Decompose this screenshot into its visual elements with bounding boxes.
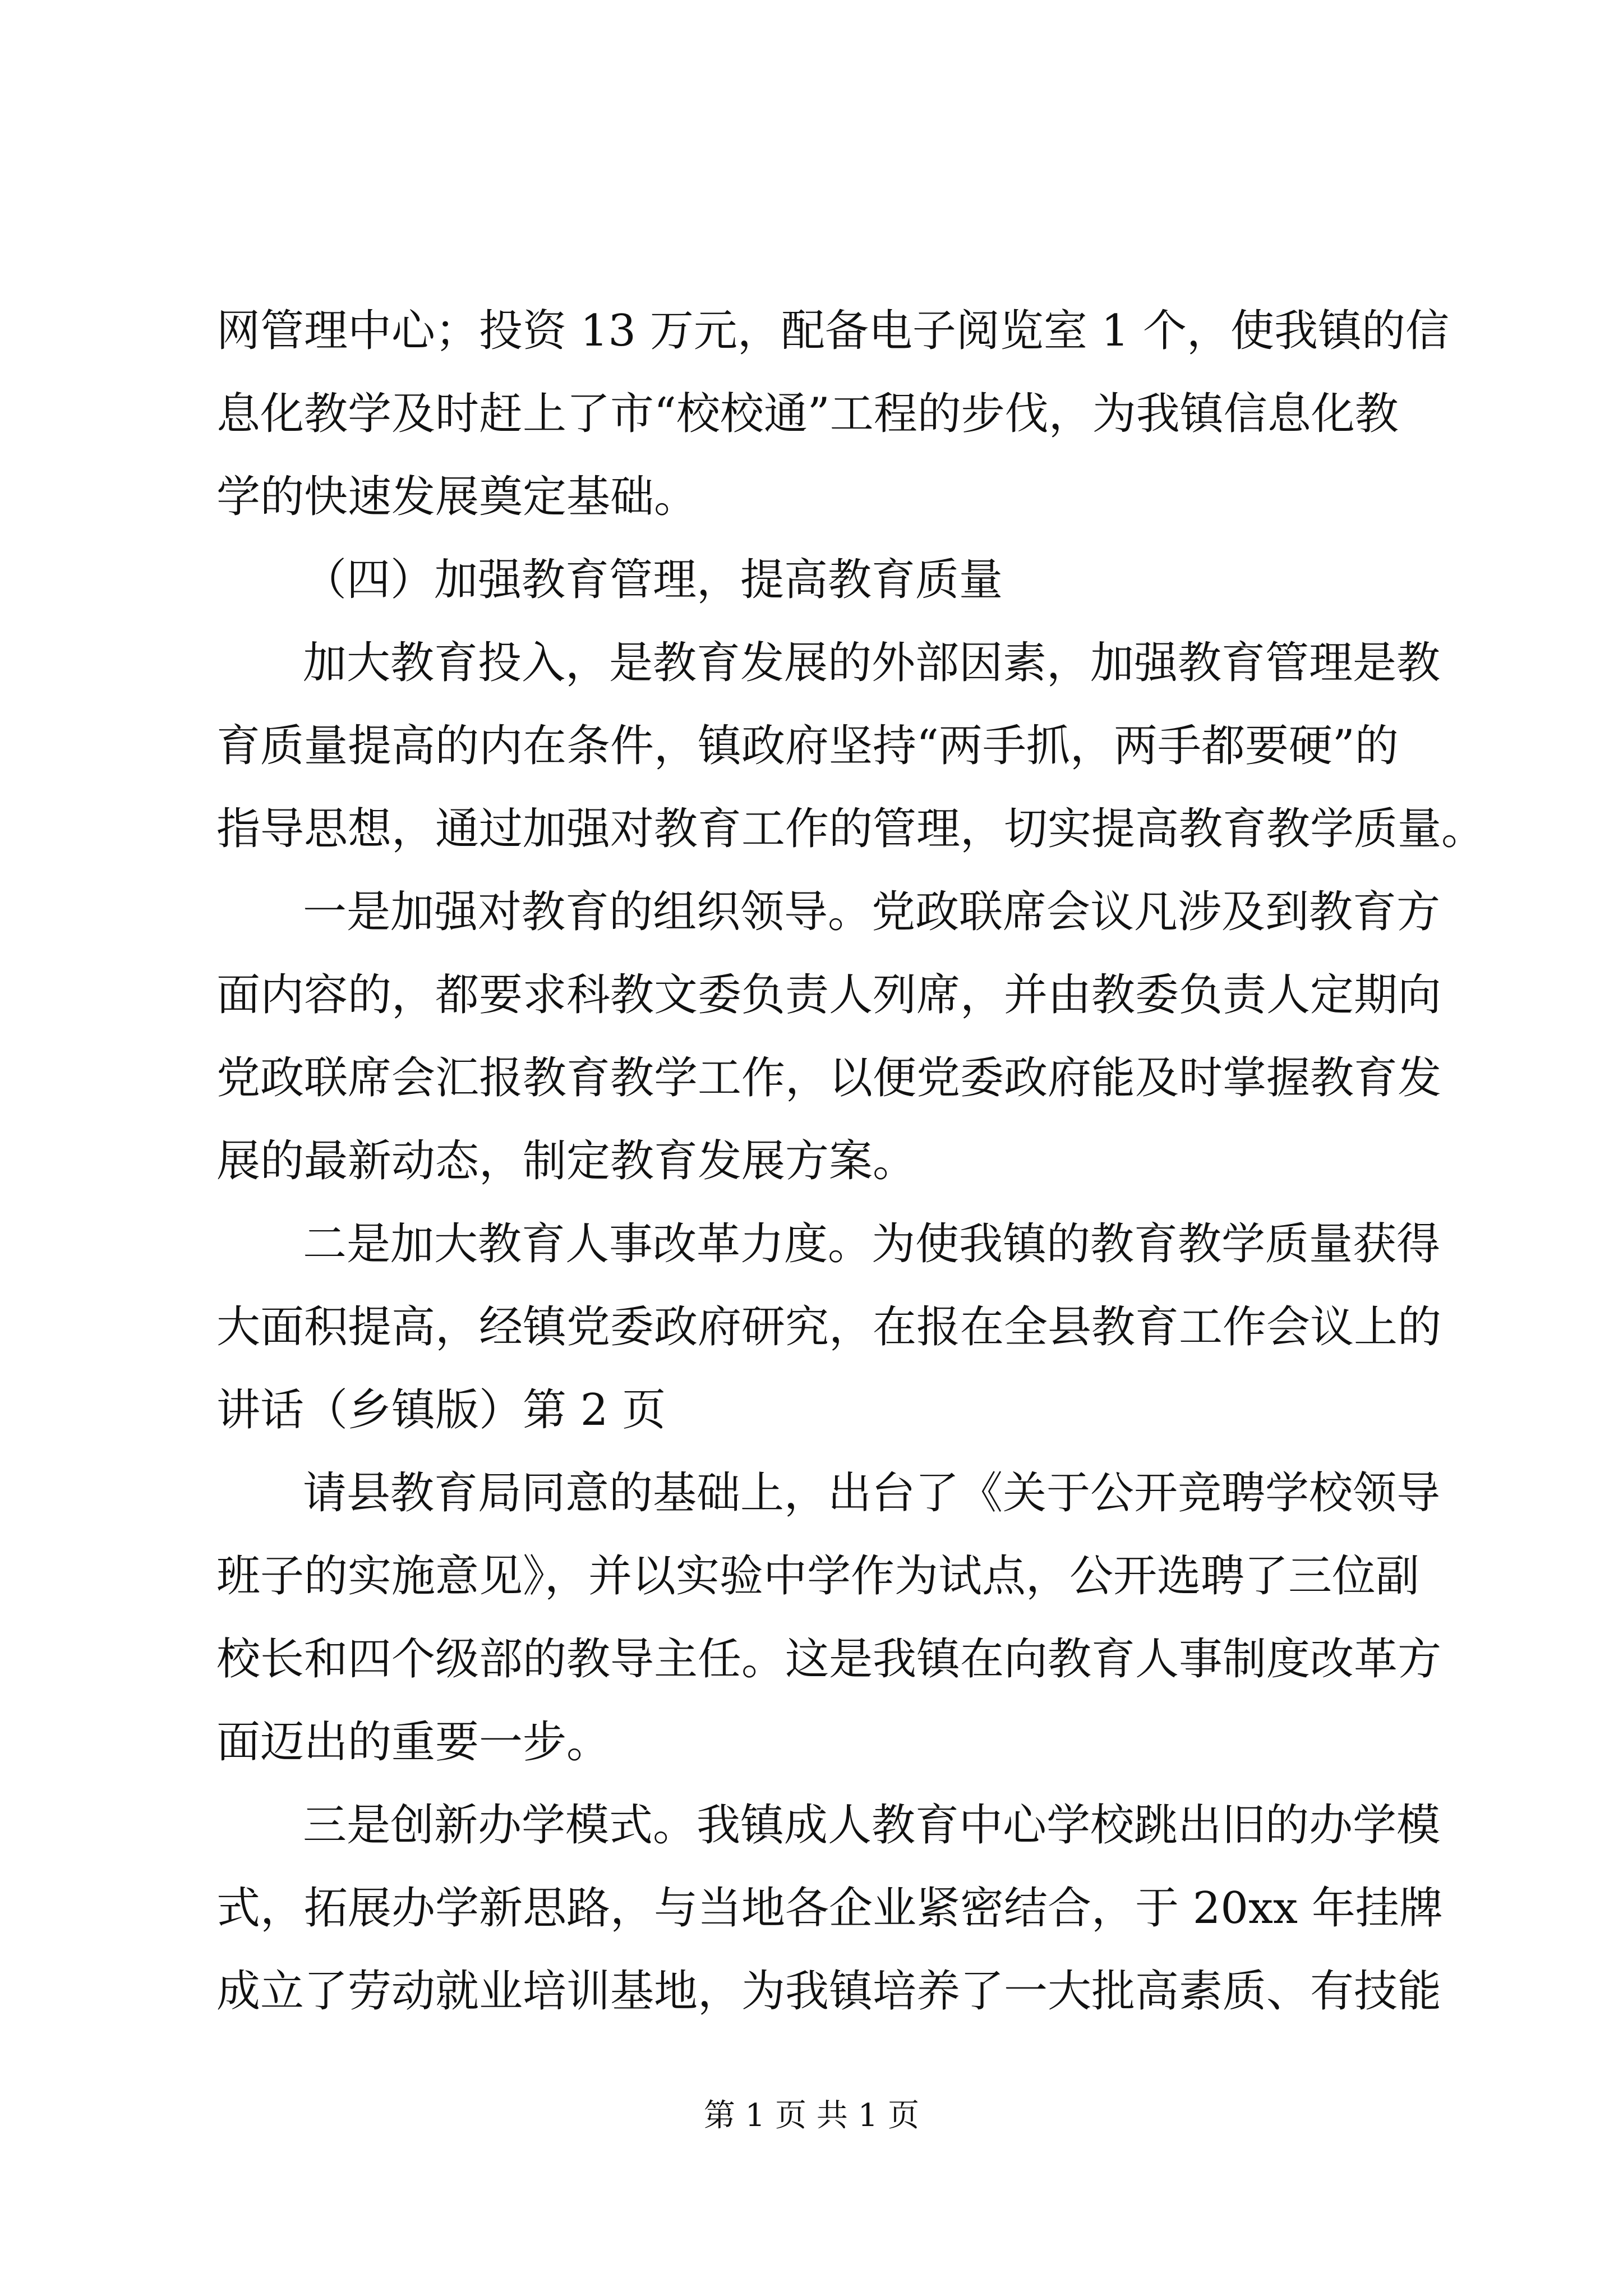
body-line: 展的最新动态，制定教育发展方案。 — [216, 1136, 917, 1186]
body-line: 加大教育投入，是教育发展的外部因素，加强教育管理是教 — [303, 638, 1441, 688]
body-line: 党政联席会汇报教育教学工作，以便党委政府能及时掌握教育发 — [216, 1053, 1442, 1103]
body-line: 面迈出的重要一步。 — [216, 1717, 611, 1768]
body-line: 成立了劳动就业培训基地，为我镇培养了一大批高素质、有技能 — [216, 1966, 1442, 2017]
body-line: 指导思想，通过加强对教育工作的管理，切实提高教育教学质量。 — [216, 804, 1486, 854]
body-line: 二是加大教育人事改革力度。为使我镇的教育教学质量获得 — [303, 1219, 1441, 1269]
body-line: 三是创新办学模式。我镇成人教育中心学校跳出旧的办学模 — [303, 1800, 1441, 1851]
body-line: 一是加强对教育的组织领导。党政联席会议凡涉及到教育方 — [303, 887, 1441, 937]
page-footer: 第 1 页 共 1 页 — [703, 2097, 920, 2134]
body-line: 息化教学及时赶上了市“校校通”工程的步伐，为我镇信息化教 — [216, 389, 1399, 439]
body-line: 讲话（乡镇版）第 2 页 — [216, 1385, 666, 1435]
body-line: 学的快速发展奠定基础。 — [216, 472, 698, 522]
section-heading: （四）加强教育管理，提高教育质量 — [303, 555, 1003, 605]
body-line: 请县教育局同意的基础上，出台了《关于公开竞聘学校领导 — [303, 1468, 1441, 1519]
body-line: 网管理中心；投资 13 万元，配备电子阅览室 1 个，使我镇的信 — [216, 306, 1450, 356]
body-line: 班子的实施意见》，并以实验中学作为试点，公开选聘了三位副 — [216, 1551, 1420, 1602]
body-line: 大面积提高，经镇党委政府研究，在报在全县教育工作会议上的 — [216, 1302, 1442, 1352]
body-line: 育质量提高的内在条件，镇政府坚持“两手抓，两手都要硬”的 — [216, 721, 1399, 771]
body-line: 校长和四个级部的教导主任。这是我镇在向教育人事制度改革方 — [216, 1634, 1442, 1685]
body-line: 式，拓展办学新思路，与当地各企业紧密结合，于 20xx 年挂牌 — [216, 1883, 1443, 1934]
body-line: 面内容的，都要求科教文委负责人列席，并由教委负责人定期向 — [216, 970, 1442, 1020]
